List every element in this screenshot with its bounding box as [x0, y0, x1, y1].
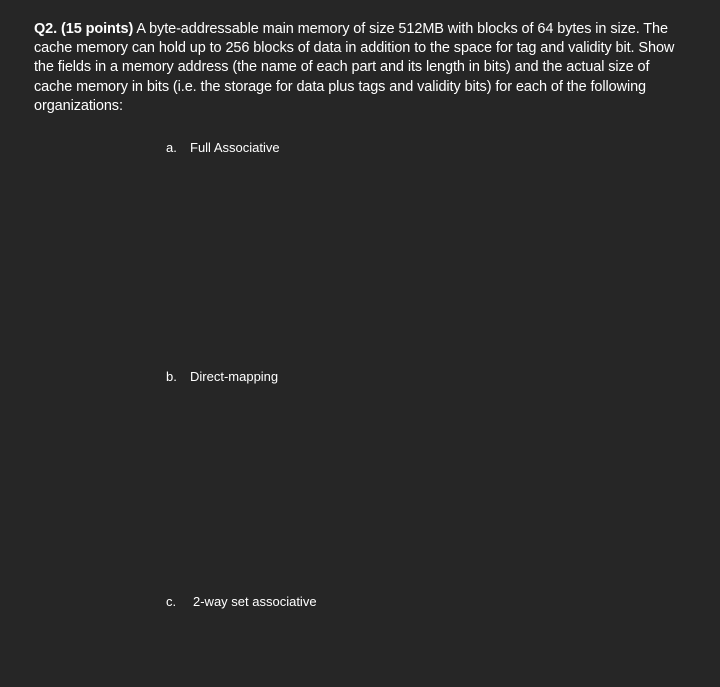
question-body: A byte-addressable main memory of size 512MB with blocks of 64 bytes in size. The cache memory can hold up to 256 blocks of data in addition to the space for tag and validity bit. Show the fields in a memory address (the name of each part and its length in bits) and the actual size of cache memory in bits (i.e. the storage for data plus tags and validity bits) for each of the following organizations:: [34, 21, 675, 114]
part-c-marker: c.: [166, 594, 177, 609]
question-points: (15 points): [61, 21, 134, 37]
part-c: [166, 593, 317, 610]
question-text: [34, 20, 684, 116]
part-b-marker: b.: [166, 369, 177, 384]
part-b-label: Direct-mapping: [190, 369, 279, 384]
part-a-marker: a.: [166, 140, 177, 155]
part-a-label: Full Associative: [190, 140, 280, 155]
part-b: [166, 368, 278, 385]
part-a: [166, 139, 280, 156]
question-number: Q2.: [34, 21, 58, 37]
part-c-label: 2-way set associative: [193, 594, 317, 609]
